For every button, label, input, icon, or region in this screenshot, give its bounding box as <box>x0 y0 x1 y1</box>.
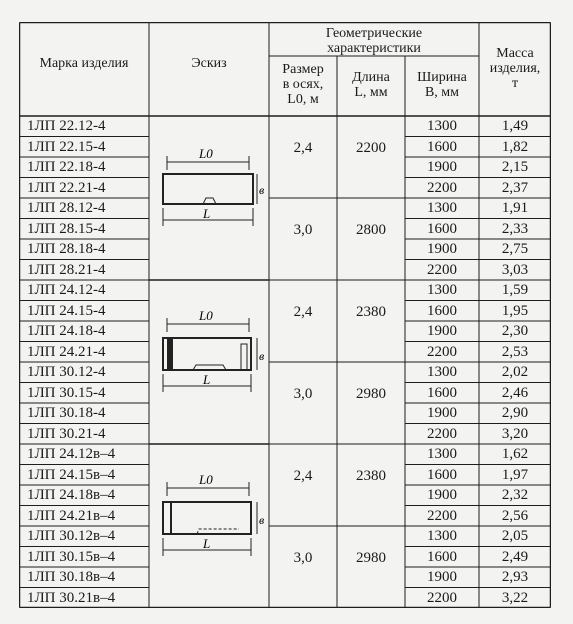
sketch-type-3 <box>153 466 265 558</box>
sketch-type-2 <box>153 302 265 394</box>
length-cell: 2200 <box>356 140 386 156</box>
sketch-2-bottom-label: L <box>203 372 211 387</box>
mark-cell: 1ЛП 30.18-4 <box>27 405 106 422</box>
mass-cell: 2,32 <box>501 487 529 504</box>
mass-cell: 2,90 <box>501 405 529 422</box>
length-cell: 2380 <box>356 468 386 484</box>
mark-cell: 1ЛП 24.18в–4 <box>27 487 116 504</box>
product-table <box>19 22 551 608</box>
mass-cell: 3,22 <box>501 589 529 606</box>
mass-cell: 2,56 <box>501 507 529 524</box>
mass-cell: 3,03 <box>501 261 529 278</box>
width-cell: 1900 <box>427 323 457 340</box>
mark-cell: 1ЛП 24.21в–4 <box>27 507 116 524</box>
width-cell: 1900 <box>427 241 457 258</box>
sketch-2-top-label: L0 <box>199 308 213 323</box>
mark-cell: 1ЛП 28.15-4 <box>27 220 106 237</box>
header-size: Размер в осях, L0, м <box>282 62 324 107</box>
width-cell: 1300 <box>427 282 457 299</box>
header-geometry: Геометрические характеристики <box>325 26 423 56</box>
mark-cell: 1ЛП 30.12в–4 <box>27 528 116 545</box>
mark-cell: 1ЛП 30.15-4 <box>27 384 106 401</box>
mark-cell: 1ЛП 30.12-4 <box>27 364 106 381</box>
width-cell: 1300 <box>427 528 457 545</box>
size-cell: 3,0 <box>293 550 313 566</box>
width-cell: 1900 <box>427 569 457 586</box>
width-cell: 1300 <box>427 200 457 217</box>
mark-cell: 1ЛП 24.12в–4 <box>27 446 116 463</box>
width-cell: 2200 <box>427 589 457 606</box>
width-cell: 1600 <box>427 384 457 401</box>
mass-cell: 2,46 <box>501 384 529 401</box>
mark-cell: 1ЛП 28.21-4 <box>27 261 106 278</box>
width-cell: 1300 <box>427 446 457 463</box>
sketch-1-top-label: L0 <box>199 146 213 161</box>
mark-cell: 1ЛП 30.18в–4 <box>27 569 116 586</box>
sketch-2-side-label: в <box>259 349 265 363</box>
mark-cell: 1ЛП 30.21-4 <box>27 425 106 442</box>
header-width: Ширина B, мм <box>417 70 467 100</box>
length-cell: 2800 <box>356 222 386 238</box>
mass-cell: 1,82 <box>501 138 529 155</box>
header-length: Длина L, мм <box>352 70 390 100</box>
sketch-3-top-label: L0 <box>199 472 213 487</box>
size-cell: 2,4 <box>293 140 313 156</box>
length-cell: 2980 <box>356 386 386 402</box>
header-sketch: Эскиз <box>191 56 227 71</box>
mass-cell: 1,97 <box>501 466 529 483</box>
mark-cell: 1ЛП 24.12-4 <box>27 282 106 299</box>
mass-cell: 1,62 <box>501 446 529 463</box>
width-cell: 1600 <box>427 548 457 565</box>
mass-cell: 2,49 <box>501 548 529 565</box>
mark-cell: 1ЛП 28.18-4 <box>27 241 106 258</box>
header-mass: Масса изделия, т <box>489 46 541 91</box>
size-cell: 2,4 <box>293 304 313 320</box>
sketch-1-bottom-label: L <box>203 206 211 221</box>
size-cell: 3,0 <box>293 386 313 402</box>
sketch-3-side-label: в <box>259 513 265 527</box>
width-cell: 2200 <box>427 425 457 442</box>
width-cell: 1600 <box>427 466 457 483</box>
mark-cell: 1ЛП 24.15в–4 <box>27 466 116 483</box>
mass-cell: 2,05 <box>501 528 529 545</box>
mass-cell: 1,59 <box>501 282 529 299</box>
sketch-1-side-label: в <box>259 183 265 197</box>
mass-cell: 1,91 <box>501 200 529 217</box>
mass-cell: 2,33 <box>501 220 529 237</box>
width-cell: 2200 <box>427 261 457 278</box>
length-cell: 2380 <box>356 304 386 320</box>
size-cell: 2,4 <box>293 468 313 484</box>
mark-cell: 1ЛП 30.21в–4 <box>27 589 116 606</box>
sketch-3-bottom-label: L <box>203 536 211 551</box>
mark-cell: 1ЛП 30.15в–4 <box>27 548 116 565</box>
length-cell: 2980 <box>356 550 386 566</box>
mass-cell: 2,37 <box>501 179 529 196</box>
width-cell: 2200 <box>427 343 457 360</box>
mass-cell: 2,93 <box>501 569 529 586</box>
width-cell: 1900 <box>427 487 457 504</box>
mark-cell: 1ЛП 24.18-4 <box>27 323 106 340</box>
size-cell: 3,0 <box>293 222 313 238</box>
width-cell: 1300 <box>427 364 457 381</box>
mass-cell: 2,75 <box>501 241 529 258</box>
mass-cell: 2,30 <box>501 323 529 340</box>
mass-cell: 3,20 <box>501 425 529 442</box>
mass-cell: 2,15 <box>501 159 529 176</box>
mark-cell: 1ЛП 22.12-4 <box>27 118 106 135</box>
mark-cell: 1ЛП 24.15-4 <box>27 302 106 319</box>
mass-cell: 2,53 <box>501 343 529 360</box>
mark-cell: 1ЛП 22.18-4 <box>27 159 106 176</box>
mark-cell: 1ЛП 22.21-4 <box>27 179 106 196</box>
sketch-type-1 <box>153 140 265 230</box>
mass-cell: 1,49 <box>501 118 529 135</box>
width-cell: 1600 <box>427 138 457 155</box>
mass-cell: 1,95 <box>501 302 529 319</box>
width-cell: 1600 <box>427 220 457 237</box>
width-cell: 2200 <box>427 179 457 196</box>
mark-cell: 1ЛП 28.12-4 <box>27 200 106 217</box>
header-mark: Марка изделия <box>39 56 129 71</box>
width-cell: 1900 <box>427 405 457 422</box>
mark-cell: 1ЛП 24.21-4 <box>27 343 106 360</box>
width-cell: 1900 <box>427 159 457 176</box>
width-cell: 1300 <box>427 118 457 135</box>
mass-cell: 2,02 <box>501 364 529 381</box>
mark-cell: 1ЛП 22.15-4 <box>27 138 106 155</box>
width-cell: 2200 <box>427 507 457 524</box>
width-cell: 1600 <box>427 302 457 319</box>
